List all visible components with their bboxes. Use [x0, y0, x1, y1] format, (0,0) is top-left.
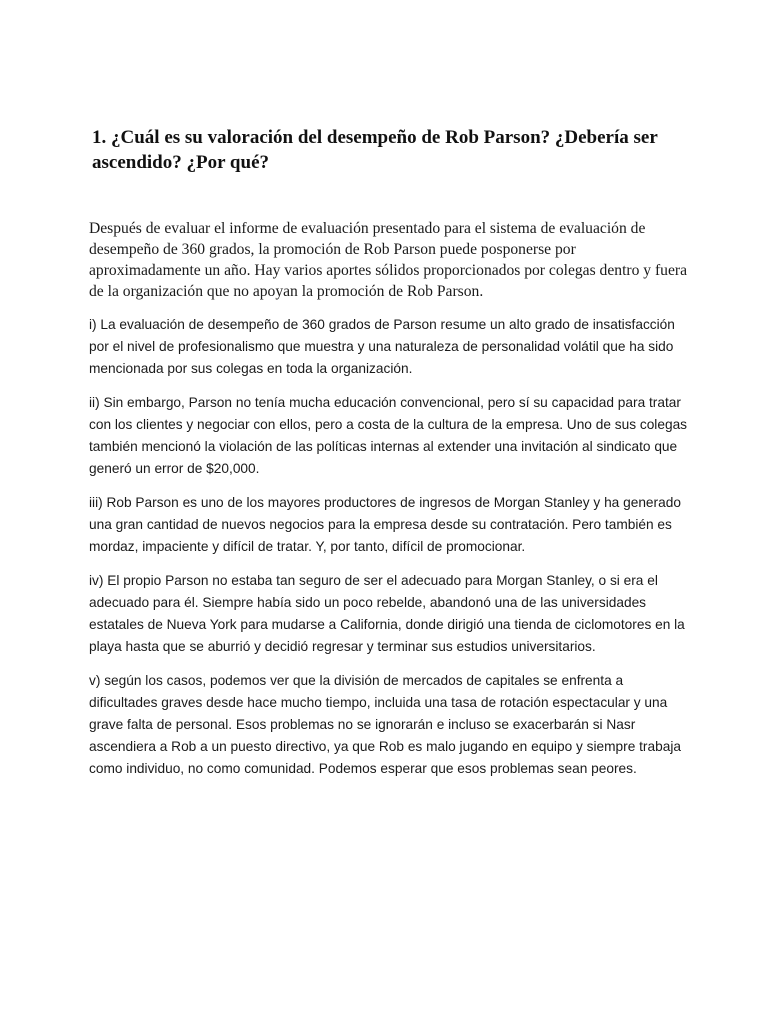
- intro-paragraph: Después de evaluar el informe de evaluación presentado para el sistema de evaluación de desempeño de 360 grados, la promoción de Rob Parson puede posponerse por aproximadamente un año. Hay varios aportes sólidos proporcionados por colegas dentro y fuera de la organización que no apoyan la promoción de Rob Parson.: [89, 220, 688, 300]
- answer-points: [89, 314, 689, 792]
- point-paragraph-ii: ii) Sin embargo, Parson no tenía mucha educación convencional, pero sí su capacidad para tratar con los clientes y negociar con ellos, pero a costa de la cultura de la empresa. Uno de sus colegas también mencionó la violación de las políticas internas al extender una invitación al sindicato que generó un error de $20,000.: [89, 395, 688, 476]
- point-paragraph-i: i) La evaluación de desempeño de 360 grados de Parson resume un alto grado de insatisfacción por el nivel de profesionalismo que muestra y una naturaleza de personalidad volátil que ha sido mencionada por sus colegas en toda la organización.: [89, 317, 675, 376]
- point-paragraph-iv: iv) El propio Parson no estaba tan seguro de ser el adecuado para Morgan Stanley, o si era el adecuado para él. Siempre había sido un poco rebelde, abandonó una de las universidades estatales de Nueva York para mudarse a California, donde dirigió una tienda de ciclomotores en la playa hasta que se aburrió y decidió regresar y terminar sus estudios universitarios.: [89, 573, 685, 654]
- point-paragraph-v: v) según los casos, podemos ver que la división de mercados de capitales se enfrenta a dificultades graves desde hace mucho tiempo, incluida una tasa de rotación espectacular y una grave falta de personal. Esos problemas no se ignorarán e incluso se exacerbarán si Nasr ascendiera a Rob a un puesto directivo, ya que Rob es malo jugando en equipo y siempre trabaja como individuo, no como comunidad. Podemos esperar que esos problemas sean peores.: [89, 673, 681, 776]
- question-heading: 1. ¿Cuál es su valoración del desempeño de Rob Parson? ¿Debería ser ascendido? ¿Por qué?: [92, 127, 658, 173]
- point-paragraph-iii: iii) Rob Parson es uno de los mayores productores de ingresos de Morgan Stanley y ha generado una gran cantidad de nuevos negocios para la empresa desde su contratación. Pero también es mordaz, impaciente y difícil de tratar. Y, por tanto, difícil de promocionar.: [89, 495, 681, 554]
